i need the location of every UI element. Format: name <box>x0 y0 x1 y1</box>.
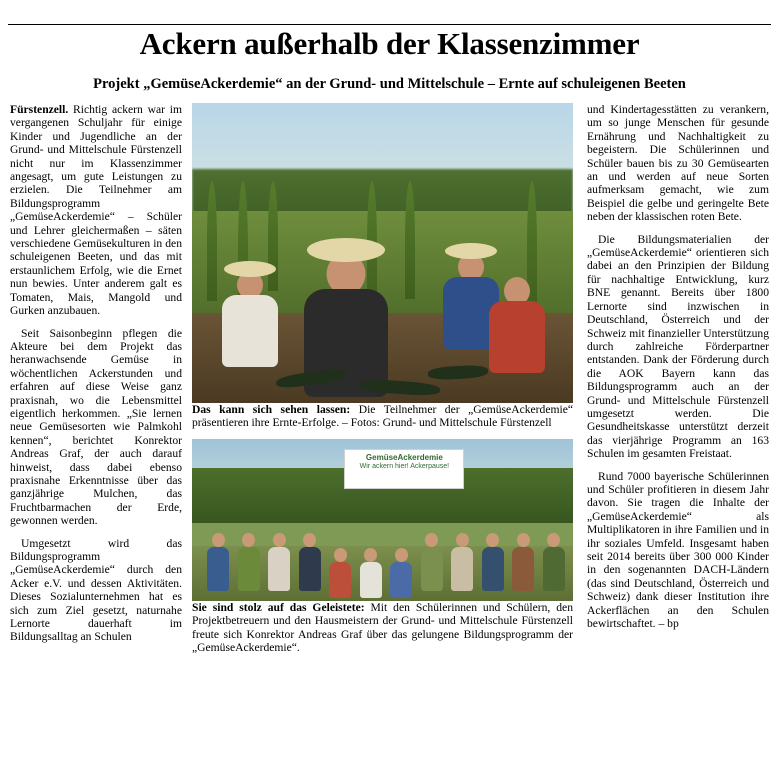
group-person <box>207 533 229 591</box>
article-columns <box>10 103 769 663</box>
photo-caption-2 <box>192 601 573 655</box>
paragraph: Umgesetzt wird das Bildungsprogramm „GemüseAckerdemie“ durch den Acker e.V. und dessen Aktivitäten. Dieses Sozialunternehmen hat es sich zum Ziel gesetzt, naturnahe Lernorte dauerhaft im Bildungsalltag an Schulen <box>10 536 182 644</box>
photo-caption-1 <box>192 403 573 430</box>
paragraph-lead <box>10 103 182 318</box>
group-person <box>238 533 260 591</box>
sign-off: – bp <box>658 617 679 631</box>
page-title: Ackern außerhalb der Klassenzimmer <box>139 26 640 61</box>
person-figure <box>489 277 545 373</box>
paragraph-text: Rund 7000 bayerische Schülerinnen und Schüler profitieren in diesem Jahr davon. Sie tragen die Inhalte der „GemüseAckerdemie“ als Multiplikatoren in ihre Familien und in ihr soziales Umfeld. Insgesamt haben seit 2014 bereits über 300 000 Kinder in den sogenannten DACH-Ländern (das sind Deutschland, Österreich und Schweiz) dank dieser Institution ihre Ackerflächen an den Schulen bewirtschaftet. <box>587 469 769 631</box>
ernte-teilnehmer-photo <box>192 103 573 403</box>
paragraph-text: Richtig ackern war im vergangenen Schuljahr für einige Kinder und Jugendliche an der Grund- und Mittelschule Fürstenzell nicht nur im Klassenzimmer angesagt, um gute Leistungen zu erzielen. Die Teilnehmer am Bildungsprogramm „GemüseAckerdemie“ – Schüler und Lehrer gleichermaßen – säten verschiedene Gemüsekulturen in den schuleigenen Beeten, und das mit erstaunlichem Erfolg, wie die Ernet nun bewies. Unter anderem galt es Tomaten, Mais, Mangold und Gurken anzubauen. <box>10 103 182 318</box>
group-person <box>268 533 290 591</box>
middle-column <box>192 103 585 663</box>
sun-hat <box>307 238 385 262</box>
sun-hat <box>445 243 497 259</box>
group-person <box>451 533 473 591</box>
group-person <box>543 533 565 591</box>
banner-title: GemüseAckerdemie <box>365 452 443 462</box>
group-person <box>299 533 321 591</box>
paragraph-final <box>587 470 769 631</box>
left-column <box>10 103 192 653</box>
caption-text: Die Teilnehmer der „GemüseAckerdemie“ präsentieren ihre Ernte-Erfolge. <box>192 403 573 430</box>
right-column <box>585 103 769 639</box>
person-body <box>222 295 278 367</box>
group-person <box>421 533 443 591</box>
subheadline: Projekt „GemüseAckerdemie“ an der Grund- und Mittelschule – Ernte auf schuleigenen Beeten <box>93 76 686 92</box>
photo-credit: – Fotos: Grund- und Mittelschule Fürstenzell <box>342 416 552 430</box>
group-person <box>390 548 412 598</box>
person-figure <box>222 261 278 367</box>
banner-subtitle: Wir ackern hier! Ackerpause! <box>359 462 450 470</box>
gemueseackerdemie-banner <box>344 449 464 489</box>
gruppenfoto-photo <box>192 439 573 601</box>
paragraph: Die Bildungsmaterialien der „GemüseAckerdemie“ orientieren sich dabei an den Prinzipien der Bildung für nachhaltige Entwicklung, kurz BNE genannt. Bereits über 1800 Lernorte sind inzwischen in Deutschland, Österreich und der Schweiz mit finanzieller Unterstützung durch zahlreiche Förderpartner entstanden. Dank der Förderung durch die AOK Bayern kann das Bildungsprogramm auch an der Grund- und Mittelschule Fürstenzell umgesetzt werden. Die Gesundheitskasse unterstützt derzeit das vierjährige Programm an 163 Schulen im gesamten Freistaat. <box>587 232 769 461</box>
paragraph: Seit Saisonbeginn pflegen die Akteure bei dem Projekt das heranwachsende Gemüse in wöchentlichen Ackerstunden und erfahren auf diese Weise ganz praxisnah, wo die Lebensmittel eigentlich herkommen. „Sie lernen neue Gemüsesorten wie Palmkohl kennen“, berichtet Konrektor Andreas Graf, der auch darauf hinweist, dass dabei ebenso praxisnahe Erkenntnisse über das ganzjährige Mulchen, das Fruchtbarmachen der Erde, gewonnen werden. <box>10 326 182 528</box>
person-body <box>489 301 545 373</box>
group-person <box>329 548 351 598</box>
caption-lead: Das kann sich sehen lassen: <box>192 403 351 416</box>
group-person <box>512 533 534 591</box>
sun-hat <box>224 261 276 277</box>
newspaper-page <box>0 18 779 770</box>
dateline: Fürstenzell. <box>10 103 69 116</box>
top-rule <box>8 24 771 25</box>
group-person <box>482 533 504 591</box>
caption-lead: Sie sind stolz auf das Geleistete: <box>192 600 365 614</box>
group-person <box>360 548 382 598</box>
paragraph: und Kindertagesstätten zu verankern, um so junge Menschen für gesunde Ernährung und Nachhaltigkeit zu begeistern. Die Schülerinnen und Schüler bauen bis zu 30 Gemüsearten an und werden auf neue Sorten aufmerksam gemacht, wie zum Beispiel die gelbe und geringelte Bete neben der klassischen roten Bete. <box>587 103 769 224</box>
caption-text: Mit den Schülerinnen und Schülern, den Projektbetreuern und den Hausmeistern der Grund- und Mittelschule Fürstenzell freute sich Konrektor Andreas Graf über das gelungene Bildungsprogramm der „GemüseAckerdemie“. <box>192 600 573 655</box>
